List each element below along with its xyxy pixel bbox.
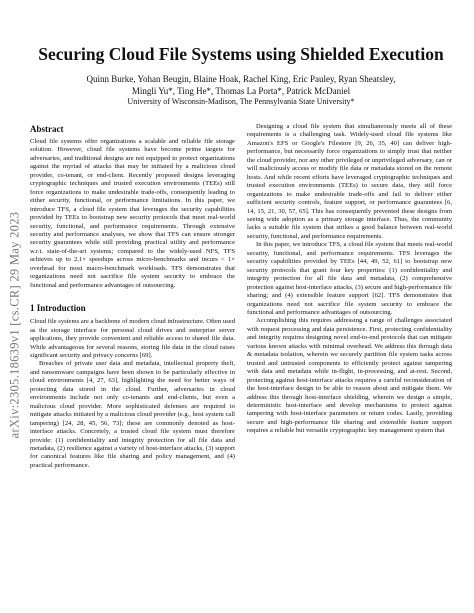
intro-paragraph-1: Cloud file systems are a backbone of modern cloud infrastructure. Often used as the storage interface for personal cloud drives and enterprise server applications, they provide convenient and reliable access to shared file data. While advantageous for several reasons, storing file data in the cloud raises significant security and privacy concerns [69]. [30, 318, 235, 359]
arxiv-identifier-stamp [8, 95, 22, 555]
author-list [30, 74, 452, 97]
abstract-heading: Abstract [30, 124, 64, 134]
affiliation: University of Wisconsin-Madison, The Pennsylvania State University* [127, 97, 355, 106]
left-column [30, 123, 235, 470]
right-paragraph-1: Designing a cloud file system that simultaneously meets all of these requirements is a challenging task. Widely-used cloud file systems like Amazon's EFS or Google's Filestore [9, 26, 35, 40] can deliver high-performance, but necessarily force organizations to simply trust that neither the cloud provider, nor any other privileged or unprivileged adversary, can or will maliciously access or modify file data or metadata stored on the remote hosts. And while recent efforts have leveraged cryptographic techniques and trusted execution environments (TEEs) to secure data, they still force organizations to make undesirable trade-offs and fail to deliver either sufficient security controls, feature support, or performance guarantees [6, 14, 15, 21, 30, 57, 65]. This has consequently prevented these designs from seeing wide adoption as a primary storage interface. Thus, the community lacks a suitable file system that strikes a good balance between real-world security, functional, and performance requirements. [247, 123, 452, 240]
two-column-body [30, 123, 452, 470]
introduction-heading: 1 Introduction [30, 303, 86, 314]
authors-line-1: Quinn Burke, Yohan Beugin, Blaine Hoak, Rachel King, Eric Pauley, Ryan Sheatsley, [86, 74, 396, 84]
authors-line-2: Mingli Yu*, Ting He*, Thomas La Porta*, Patrick McDaniel [131, 85, 351, 96]
paper-page [30, 44, 452, 470]
right-column [247, 123, 452, 470]
right-paragraph-2: In this paper, we introduce TFS, a cloud file system that meets real-world security, functional, and performance requirements. TFS leverages the security capabilities provided by TEEs [44, 49, 52, 61] to bootstrap new security protocols that grant four key properties: (1) confidentiality and integrity protection for all file data and metadata, (2) comprehensive protection against host-interface attacks, (3) secure and high-performance file sharing; and (4) extensible feature support [62]. TFS demonstrates that organizations need not sacrifice file system security to embrace the functional and performance advantages of outsourcing. [247, 241, 452, 316]
paper-title: Securing Cloud File Systems using Shielded Execution [38, 44, 444, 64]
right-paragraph-3: Accomplishing this requires addressing a range of challenges associated with request processing and data persistence. First, protecting confidentiality and integrity requires designing novel end-to-end protocols that can mitigate various known attacks with minimal overhead. We address this through data & metadata isolation, wherein we securely partition file system tasks across trusted and untrusted components to efficiently protect against tampering with data and metadata while in-flight, in-processing, and at-rest. Second, protecting against host-interface attacks requires a careful reconsideration of the host-interface design to be able to reason about and mitigate them. We address this through host-interface shielding, wherein we design a simple, deterministic host-interface and develop mechanisms to protect against tampering with host-interface parameters or return codes. Lastly, providing secure and high-performance file sharing and extensible feature support requires a reliable but versatile cryptographic key management system that [247, 317, 452, 435]
arxiv-id-text: arXiv:2305.18639v1 [cs.CR] 29 May 2023 [8, 211, 22, 439]
abstract-text: Cloud file systems offer organizations a scalable and reliable file storage solution. However, cloud file systems have become prime targets for adversaries, and traditional designs are not equipped to protect organizations against the myriad of attacks that may be initiated by a malicious cloud provider, co-tenant, or end-client. Recently proposed designs leveraging cryptographic techniques and trusted execution environments (TEEs) still force organizations to make undesirable trade-offs, consequently leading to either security, functional, or performance limitations. In this paper, we introduce TFS, a cloud file system that leverages the security capabilities provided by TEEs to bootstrap new security protocols that meet real-world security, functional, and performance requirements. Through extensive security and performance analyses, we show that TFS can ensure stronger security guarantees while still providing practical utility and performance w.r.t. state-of-the-art systems; compared to the widely-used NFS, TFS achieves up to 2.1× speedups across micro-benchmarks and incurs < 1× overhead for most macro-benchmark workloads. TFS demonstrates that organizations need not sacrifice file system security to embrace the functional and performance advantages of outsourcing. [30, 138, 235, 289]
intro-paragraph-2: Breaches of private user data and metadata, intellectual property theft, and ransomware campaigns have been shown to be particularly effective in cloud environments [4, 27, 63], highlighting the need for better ways of protecting data stored in the cloud. Further, adversaries in cloud environments include not only co-tenants and end-clients, but even a malicious cloud provider. More sophisticated defenses are required to mitigate attacks initiated by a malicious cloud provider (e.g., host system call tampering) [24, 28, 45, 56, 73]; these are commonly denoted as host-interface attacks. Concretely, a trusted cloud file system must therefore provide: (1) confidentiality and integrity protection for all file data and metadata, (2) resilience against a variety of host-interface attacks, (3) support for canonical features like file sharing and policy management, and (4) practical performance. [30, 360, 235, 469]
